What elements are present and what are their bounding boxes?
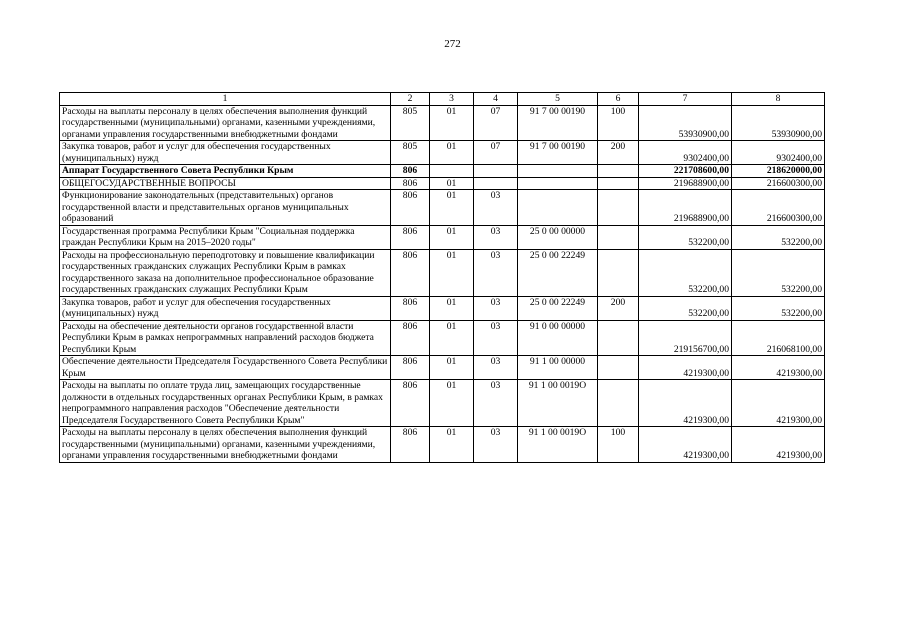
- table-row: [60, 249, 825, 296]
- row-amount-year1-cell: 532200,00: [639, 225, 732, 249]
- row-target-article-cell: 25 0 00 22249: [518, 249, 598, 296]
- row-subsection-cell: 03: [474, 356, 518, 380]
- row-subsection-cell: 03: [474, 296, 518, 320]
- header-row: [60, 93, 825, 106]
- row-target-article-cell: 91 7 00 00190: [518, 141, 598, 165]
- table-row: [60, 165, 825, 178]
- row-name-cell: Государственная программа Республики Крым "Социальная поддержка граждан Республики Крым на 2015–2020 годы": [60, 225, 391, 249]
- table-row: [60, 177, 825, 190]
- row-amount-year2-cell: 532200,00: [732, 225, 825, 249]
- row-amount-year1-cell: 4219300,00: [639, 380, 732, 427]
- row-amount-year1-cell: 219688900,00: [639, 177, 732, 190]
- row-name-cell: Расходы на выплаты персоналу в целях обеспечения выполнения функций государственными (муниципальными) органами, казенными учреждениями, органами управления государственными внебюджетными фондами: [60, 427, 391, 463]
- row-expense-type-cell: 100: [598, 105, 639, 141]
- row-ministry-code-cell: 806: [391, 427, 430, 463]
- table-row: [60, 427, 825, 463]
- row-expense-type-cell: [598, 249, 639, 296]
- page-number: 272: [444, 38, 461, 50]
- row-subsection-cell: 03: [474, 190, 518, 226]
- row-ministry-code-cell: 806: [391, 380, 430, 427]
- header-cell-7: 7: [639, 93, 732, 106]
- row-section-cell: 01: [430, 296, 474, 320]
- row-amount-year1-cell: 9302400,00: [639, 141, 732, 165]
- table-row: [60, 225, 825, 249]
- row-section-cell: 01: [430, 249, 474, 296]
- row-amount-year1-cell: 219156700,00: [639, 320, 732, 356]
- row-expense-type-cell: [598, 320, 639, 356]
- row-section-cell: 01: [430, 225, 474, 249]
- row-target-article-cell: 91 7 00 00190: [518, 105, 598, 141]
- row-target-article-cell: 91 0 00 00000: [518, 320, 598, 356]
- row-ministry-code-cell: 806: [391, 249, 430, 296]
- header-cell-4: 4: [474, 93, 518, 106]
- row-section-cell: [430, 165, 474, 178]
- row-name-cell: Обеспечение деятельности Председателя Государственного Совета Республики Крым: [60, 356, 391, 380]
- row-expense-type-cell: [598, 177, 639, 190]
- row-amount-year1-cell: 53930900,00: [639, 105, 732, 141]
- row-section-cell: 01: [430, 105, 474, 141]
- row-section-cell: 01: [430, 141, 474, 165]
- header-cell-5: 5: [518, 93, 598, 106]
- row-subsection-cell: [474, 165, 518, 178]
- row-subsection-cell: 03: [474, 225, 518, 249]
- row-subsection-cell: 03: [474, 249, 518, 296]
- row-expense-type-cell: 200: [598, 296, 639, 320]
- row-target-article-cell: [518, 177, 598, 190]
- header-cell-8: 8: [732, 93, 825, 106]
- row-subsection-cell: 07: [474, 105, 518, 141]
- row-amount-year2-cell: 216600300,00: [732, 177, 825, 190]
- row-subsection-cell: [474, 177, 518, 190]
- header-cell-3: 3: [430, 93, 474, 106]
- row-target-article-cell: 25 0 00 22249: [518, 296, 598, 320]
- row-name-cell: Расходы на выплаты по оплате труда лиц, замещающих государственные должности в отдельных государственных органах Республики Крым, в рамках непрограммного направления расходов "Обеспечение деятельности Председателя Государственного Совета Республики Крым": [60, 380, 391, 427]
- row-amount-year2-cell: 218620000,00: [732, 165, 825, 178]
- row-ministry-code-cell: 806: [391, 356, 430, 380]
- row-section-cell: 01: [430, 190, 474, 226]
- row-target-article-cell: 91 1 00 00000: [518, 356, 598, 380]
- row-section-cell: 01: [430, 427, 474, 463]
- row-amount-year2-cell: 4219300,00: [732, 356, 825, 380]
- row-amount-year1-cell: 221708600,00: [639, 165, 732, 178]
- row-name-cell: Закупка товаров, работ и услуг для обеспечения государственных (муниципальных) нужд: [60, 296, 391, 320]
- row-name-cell: Расходы на профессиональную переподготовку и повышение квалификации государственных гражданских служащих Республики Крым в рамках государственного заказа на дополнительное профессиональное образование государственных гражданских служащих Республики Крым: [60, 249, 391, 296]
- row-name-cell: Аппарат Государственного Совета Республики Крым: [60, 165, 391, 178]
- row-target-article-cell: 25 0 00 00000: [518, 225, 598, 249]
- row-subsection-cell: 03: [474, 380, 518, 427]
- row-section-cell: 01: [430, 177, 474, 190]
- table-row: [60, 356, 825, 380]
- row-ministry-code-cell: 806: [391, 177, 430, 190]
- header-cell-2: 2: [391, 93, 430, 106]
- row-section-cell: 01: [430, 320, 474, 356]
- row-expense-type-cell: [598, 225, 639, 249]
- table-row: [60, 141, 825, 165]
- row-amount-year1-cell: 532200,00: [639, 249, 732, 296]
- row-amount-year2-cell: 9302400,00: [732, 141, 825, 165]
- budget-table: [59, 92, 825, 463]
- row-name-cell: Расходы на обеспечение деятельности органов государственной власти Республики Крым в рамках непрограммных направлений расходов бюджета Республики Крым: [60, 320, 391, 356]
- row-name-cell: ОБЩЕГОСУДАРСТВЕННЫЕ ВОПРОСЫ: [60, 177, 391, 190]
- row-expense-type-cell: [598, 190, 639, 226]
- row-amount-year1-cell: 4219300,00: [639, 427, 732, 463]
- row-amount-year2-cell: 216068100,00: [732, 320, 825, 356]
- table-row: [60, 380, 825, 427]
- row-amount-year2-cell: 4219300,00: [732, 380, 825, 427]
- row-subsection-cell: 03: [474, 320, 518, 356]
- table-row: [60, 320, 825, 356]
- row-amount-year1-cell: 219688900,00: [639, 190, 732, 226]
- table-row: [60, 190, 825, 226]
- row-ministry-code-cell: 805: [391, 105, 430, 141]
- row-ministry-code-cell: 806: [391, 225, 430, 249]
- row-ministry-code-cell: 806: [391, 190, 430, 226]
- row-section-cell: 01: [430, 356, 474, 380]
- row-name-cell: Закупка товаров, работ и услуг для обеспечения государственных (муниципальных) нужд: [60, 141, 391, 165]
- table-row: [60, 105, 825, 141]
- row-amount-year2-cell: 216600300,00: [732, 190, 825, 226]
- header-cell-6: 6: [598, 93, 639, 106]
- row-section-cell: 01: [430, 380, 474, 427]
- header-cell-1: 1: [60, 93, 391, 106]
- row-expense-type-cell: [598, 356, 639, 380]
- row-ministry-code-cell: 806: [391, 320, 430, 356]
- row-target-article-cell: [518, 165, 598, 178]
- row-amount-year1-cell: 4219300,00: [639, 356, 732, 380]
- row-expense-type-cell: 200: [598, 141, 639, 165]
- row-ministry-code-cell: 806: [391, 165, 430, 178]
- row-expense-type-cell: [598, 380, 639, 427]
- row-ministry-code-cell: 805: [391, 141, 430, 165]
- row-amount-year2-cell: 53930900,00: [732, 105, 825, 141]
- row-expense-type-cell: [598, 165, 639, 178]
- row-amount-year2-cell: 4219300,00: [732, 427, 825, 463]
- row-name-cell: Функционирование законодательных (представительных) органов государственной власти и представительных органов муниципальных образований: [60, 190, 391, 226]
- row-amount-year1-cell: 532200,00: [639, 296, 732, 320]
- row-target-article-cell: 91 1 00 0019О: [518, 427, 598, 463]
- row-amount-year2-cell: 532200,00: [732, 296, 825, 320]
- table-row: [60, 296, 825, 320]
- row-target-article-cell: [518, 190, 598, 226]
- row-subsection-cell: 07: [474, 141, 518, 165]
- row-name-cell: Расходы на выплаты персоналу в целях обеспечения выполнения функций государственными (муниципальными) органами, казенными учреждениями, органами управления государственными внебюджетными фондами: [60, 105, 391, 141]
- row-subsection-cell: 03: [474, 427, 518, 463]
- row-target-article-cell: 91 1 00 0019О: [518, 380, 598, 427]
- row-amount-year2-cell: 532200,00: [732, 249, 825, 296]
- row-expense-type-cell: 100: [598, 427, 639, 463]
- row-ministry-code-cell: 806: [391, 296, 430, 320]
